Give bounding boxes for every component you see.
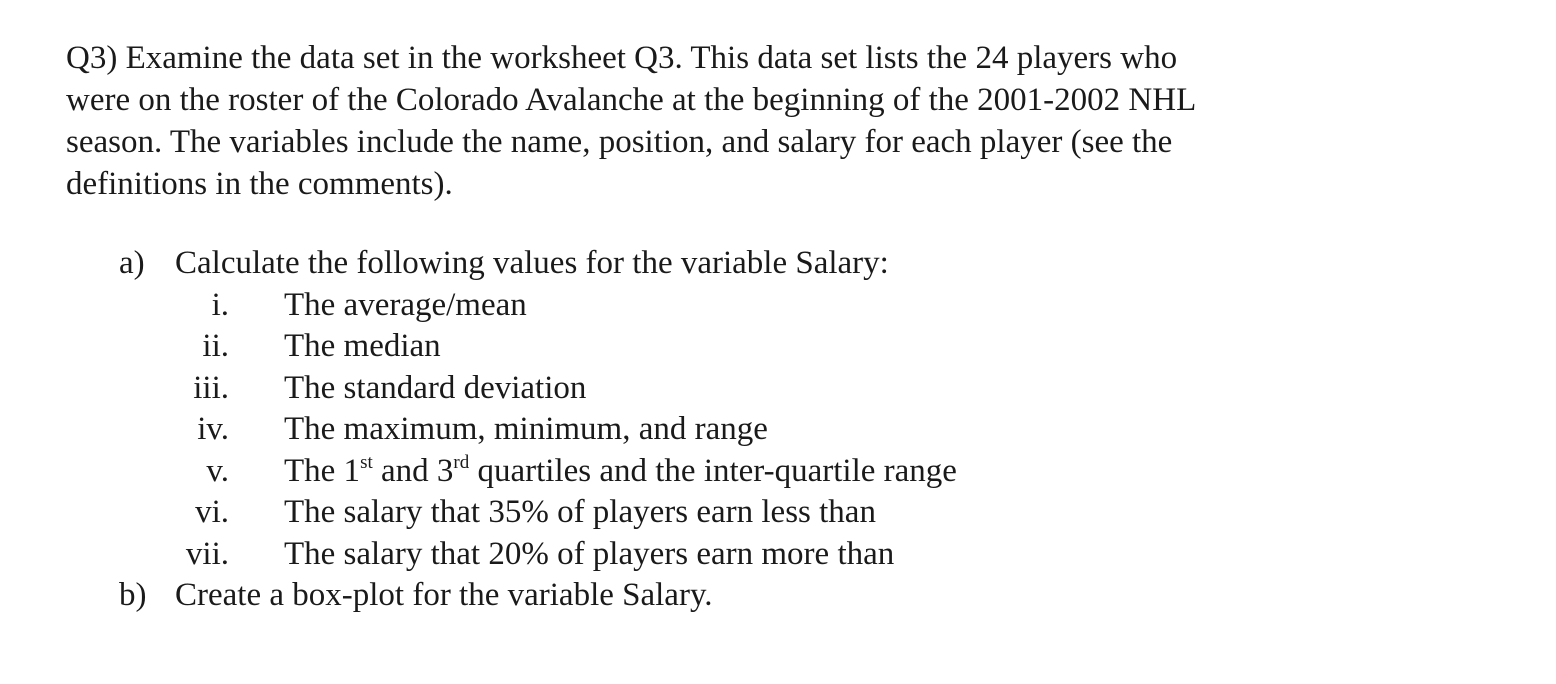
- item-number: iv.: [197, 411, 229, 447]
- part-a-letter: a): [119, 245, 145, 281]
- list-item: [0, 368, 1556, 410]
- intro-line-4: definitions in the comments).: [66, 166, 453, 202]
- list-item: [0, 409, 1556, 451]
- item-text: The salary that 35% of players earn less than: [284, 494, 876, 530]
- item-text-part: quartiles and the inter-quartile range: [469, 452, 957, 489]
- part-b: [0, 575, 1556, 617]
- item-number: iii.: [193, 369, 229, 406]
- ordinal-superscript: rd: [453, 451, 470, 473]
- list-item: [0, 451, 1556, 493]
- intro-line-2: were on the roster of the Colorado Avalanche at the beginning of the 2001-2002 NHL: [66, 82, 1197, 118]
- list-item: [0, 285, 1556, 327]
- list-item: [0, 492, 1556, 534]
- list-item: [0, 534, 1556, 576]
- part-a: [0, 243, 1556, 285]
- item-number: ii.: [202, 328, 229, 364]
- item-number: vi.: [195, 494, 229, 530]
- item-text: The average/mean: [284, 286, 527, 323]
- question-intro: [66, 37, 1366, 205]
- question-label: Q3): [66, 40, 118, 76]
- item-text: The salary that 20% of players earn more than: [284, 535, 895, 572]
- item-text: The maximum, minimum, and range: [284, 411, 768, 447]
- part-b-letter: b): [119, 577, 147, 613]
- question-parts: [0, 243, 1556, 617]
- item-text-part: and 3: [372, 452, 454, 489]
- ordinal-superscript: st: [360, 451, 373, 473]
- item-number: vii.: [185, 535, 229, 572]
- item-number: i.: [211, 286, 229, 323]
- intro-line-1-text: Examine the data set in the worksheet Q3. This data set lists the 24 players who: [125, 40, 1178, 76]
- item-number: v.: [206, 452, 229, 489]
- item-text: [284, 451, 957, 493]
- item-text: The median: [284, 328, 441, 364]
- intro-line-3: season. The variables include the name, position, and salary for each player (see the: [66, 124, 1173, 160]
- item-text: The standard deviation: [284, 369, 587, 406]
- list-item: [0, 326, 1556, 368]
- part-a-text: Calculate the following values for the variable Salary:: [175, 245, 889, 281]
- item-text-part: The 1: [284, 452, 361, 489]
- part-b-text: Create a box-plot for the variable Salary.: [175, 577, 713, 613]
- intro-line-1: [66, 37, 1366, 79]
